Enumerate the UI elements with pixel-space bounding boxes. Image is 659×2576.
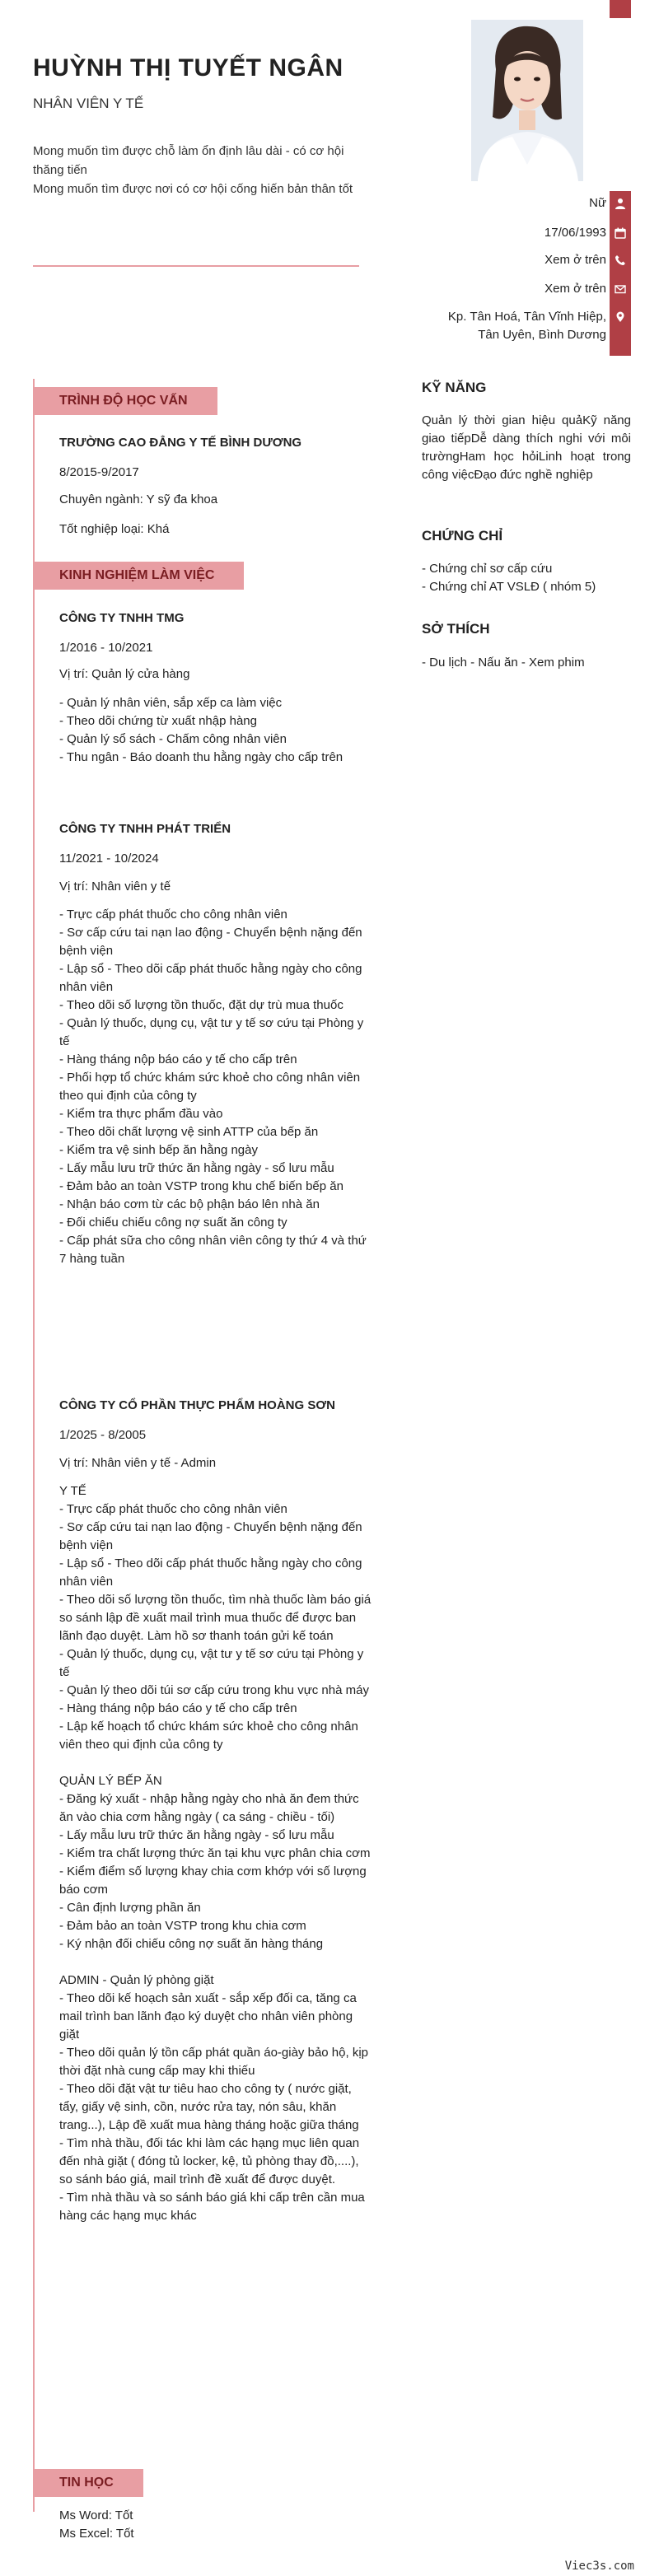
job-period: 1/2025 - 8/2005 (59, 1428, 147, 1442)
job-company: CÔNG TY TNHH PHÁT TRIỂN (59, 822, 231, 836)
duty-line: - Nhận báo cơm từ các bộ phận báo lên nhà ăn (59, 1197, 320, 1211)
job-duties (59, 906, 372, 1268)
section-certificates-heading: CHỨNG CHỈ (422, 528, 503, 544)
birthdate: 17/06/1993 (544, 226, 606, 240)
duty-line (59, 1754, 372, 1772)
job-duties (59, 694, 372, 767)
duty-line: - Hàng tháng nộp báo cáo y tế cho cấp trên (59, 1701, 297, 1715)
duty-line: - Quản lý sổ sách - Chấm công nhân viên (59, 732, 287, 746)
it-skill-line: Ms Excel: Tốt (59, 2527, 134, 2541)
header-divider (33, 265, 359, 267)
duty-line: - Theo dõi số lượng tồn thuốc, tìm nhà thuốc làm báo giá so sánh lập đề xuất mail trình mua thuốc để được ban lãnh đạo duyệt. Làm hồ sơ thanh toán gửi kế toán (59, 1593, 372, 1643)
calendar-icon (610, 224, 631, 242)
duty-line: - Tìm nhà thầu và so sánh báo giá khi cấp trên cần mua hàng các hạng mục khác (59, 2191, 365, 2223)
hobbies-text: - Du lịch - Nấu ăn - Xem phim (422, 656, 585, 670)
gender: Nữ (589, 196, 606, 210)
duty-line: - Sơ cấp cứu tai nạn lao động - Chuyển bệnh nặng đến bệnh viện (59, 926, 362, 958)
address (448, 308, 606, 344)
duty-line: - Cấp phát sữa cho công nhân viên công ty thứ 4 và thứ 7 hàng tuần (59, 1234, 367, 1266)
duty-line: - Lập sổ - Theo dõi cấp phát thuốc hằng ngày cho công nhân viên (59, 962, 362, 994)
section-hobbies-heading: SỞ THÍCH (422, 621, 490, 637)
duty-line: - Kiểm tra thực phẩm đầu vào (59, 1107, 223, 1121)
duty-line: - Trực cấp phát thuốc cho công nhân viên (59, 908, 287, 922)
location-icon (610, 308, 631, 326)
duty-line: - Lấy mẫu lưu trữ thức ăn hằng ngày - sổ lưu mẫu (59, 1828, 334, 1842)
job-position: Vị trí: Nhân viên y tế (59, 880, 171, 894)
duty-line: - Kiểm tra chất lượng thức ăn tại khu vực phân chia cơm (59, 1846, 371, 1860)
duty-line: - Theo dõi quản lý tồn cấp phát quần áo-giày bảo hộ, kịp thời đặt nhà cung cấp may khi thiếu (59, 2046, 368, 2078)
timeline-line (33, 379, 35, 2512)
duty-line: - Quản lý thuốc, dụng cụ, vật tư y tế sơ cứu tại Phòng y tế (59, 1647, 364, 1679)
job-title: NHÂN VIÊN Y TẾ (33, 96, 144, 111)
email: Xem ở trên (544, 282, 606, 296)
job-duties (59, 1482, 372, 2225)
certificate-item: - Chứng chỉ sơ cấp cứu (422, 562, 553, 576)
duty-line: - Đăng ký xuất - nhập hằng ngày cho nhà ăn đem thức ăn vào chia cơm hằng ngày ( ca sáng - chiều - tối) (59, 1792, 359, 1824)
duty-line: - Kiểm tra vệ sinh bếp ăn hằng ngày (59, 1143, 258, 1157)
duty-line: ADMIN - Quản lý phòng giặt (59, 1973, 214, 1987)
duty-line: - Theo dõi chứng từ xuất nhập hàng (59, 714, 257, 728)
school-name: TRƯỜNG CAO ĐẲNG Y TẾ BÌNH DƯƠNG (59, 436, 302, 450)
certificate-item: - Chứng chỉ AT VSLĐ ( nhóm 5) (422, 580, 596, 594)
it-skill-line: Ms Word: Tốt (59, 2508, 133, 2522)
address-line: Tân Uyên, Bình Dương (478, 328, 606, 342)
job-company: CÔNG TY TNHH TMG (59, 611, 185, 625)
job-company: CÔNG TY CỔ PHẦN THỰC PHẨM HOÀNG SƠN (59, 1398, 335, 1412)
duty-line: - Lập sổ - Theo dõi cấp phát thuốc hằng ngày cho công nhân viên (59, 1556, 362, 1589)
duty-line: - Theo dõi kế hoạch sản xuất - sắp xếp đối ca, tăng ca mail trình ban lãnh đạo ký duyệt cho nhân viên phòng giặt (59, 1991, 357, 2042)
section-it-heading: TIN HỌC (33, 2469, 143, 2497)
duty-line: - Ký nhận đối chiếu công nợ suất ăn hàng tháng (59, 1937, 324, 1951)
duty-line: QUẢN LÝ BẾP ĂN (59, 1774, 162, 1788)
duty-line: - Lập kế hoạch tổ chức khám sức khoẻ cho công nhân viên theo qui định của công ty (59, 1720, 358, 1752)
duty-line: - Quản lý thuốc, dụng cụ, vật tư y tế sơ cứu tại Phòng y tế (59, 1016, 364, 1048)
job-period: 11/2021 - 10/2024 (59, 852, 159, 866)
education-major: Chuyên ngành: Y sỹ đa khoa (59, 492, 218, 506)
duty-line: - Quản lý theo dõi túi sơ cấp cứu trong khu vực nhà máy (59, 1683, 369, 1697)
career-objective (33, 142, 362, 198)
duty-line: - Thu ngân - Báo doanh thu hằng ngày cho cấp trên (59, 750, 344, 764)
section-experience-heading: KINH NGHIỆM LÀM VIỆC (33, 562, 244, 590)
duty-line: - Đối chiếu chiếu công nợ suất ăn công ty (59, 1216, 287, 1230)
contact-icon-strip (610, 191, 631, 356)
candidate-name: HUỲNH THỊ TUYẾT NGÂN (33, 54, 344, 82)
top-accent-bar (610, 0, 631, 18)
phone-icon (610, 251, 631, 269)
duty-line: - Sơ cấp cứu tai nạn lao động - Chuyển bệnh nặng đến bệnh viện (59, 1520, 362, 1552)
duty-line (59, 1953, 372, 1972)
mail-icon (610, 280, 631, 298)
duty-line: - Đảm bảo an toàn VSTP trong khu chia cơm (59, 1919, 306, 1933)
education-period: 8/2015-9/2017 (59, 465, 139, 479)
objective-line: Mong muốn tìm được nơi có cơ hội cống hiến bản thân tốt (33, 182, 353, 196)
profile-photo (471, 20, 583, 181)
user-icon (610, 194, 631, 212)
job-period: 1/2016 - 10/2021 (59, 641, 153, 655)
address-line: Kp. Tân Hoá, Tân Vĩnh Hiệp, (447, 310, 606, 324)
objective-line: Mong muốn tìm được chỗ làm ổn định lâu dài - có cơ hội thăng tiến (33, 144, 344, 177)
job-position: Vị trí: Nhân viên y tế - Admin (59, 1456, 217, 1470)
section-skills-heading: KỸ NĂNG (422, 380, 487, 395)
duty-line: - Phối hợp tổ chức khám sức khoẻ cho công nhân viên theo qui định của công ty (59, 1071, 361, 1103)
section-education-heading: TRÌNH ĐỘ HỌC VẤN (33, 387, 217, 415)
phone: Xem ở trên (544, 253, 606, 267)
certificates-list (422, 560, 631, 596)
duty-line: - Lấy mẫu lưu trữ thức ăn hằng ngày - sổ lưu mẫu (59, 1161, 334, 1175)
skills-text: Quản lý thời gian hiệu quảKỹ năng giao tiếpDễ dàng thích nghi với môi trườngHam học hỏiLinh hoạt trong công việcĐạo đức nghề nghiệp (422, 413, 631, 482)
footer-watermark: Viec3s.com (564, 2560, 634, 2573)
duty-line: - Trực cấp phát thuốc cho công nhân viên (59, 1502, 287, 1516)
duty-line: - Đảm bảo an toàn VSTP trong khu chế biến bếp ăn (59, 1179, 344, 1193)
duty-line: - Theo dõi số lượng tồn thuốc, đặt dự trù mua thuốc (59, 998, 344, 1012)
duty-line: - Theo dõi đặt vật tư tiêu hao cho công ty ( nước giặt, tẩy, giấy vệ sinh, cồn, nước rửa tay, nón sâu, khăn trang...), Lập đề xuất mua hàng tháng hoặc giữa tháng (59, 2082, 359, 2132)
duty-line: - Theo dõi chất lượng vệ sinh ATTP của bếp ăn (59, 1125, 319, 1139)
duty-line: - Hàng tháng nộp báo cáo y tế cho cấp trên (59, 1052, 297, 1066)
education-grade: Tốt nghiệp loại: Khá (59, 522, 170, 536)
duty-line: Y TẾ (59, 1484, 86, 1498)
duty-line: - Quản lý nhân viên, sắp xếp ca làm việc (59, 696, 283, 710)
duty-line: - Tìm nhà thầu, đối tác khi làm các hạng mục liên quan đến nhà giặt ( đóng tủ locker, kệ, tủ phòng thay đồ,....), so sánh báo giá, mail trình đề xuất để được duyệt. (59, 2136, 360, 2186)
job-position: Vị trí: Quản lý cửa hàng (59, 667, 190, 681)
duty-line: - Cân định lượng phần ăn (59, 1901, 201, 1915)
duty-line: - Kiểm điểm số lượng khay chia cơm khớp với số lượng báo cơm (59, 1864, 367, 1897)
